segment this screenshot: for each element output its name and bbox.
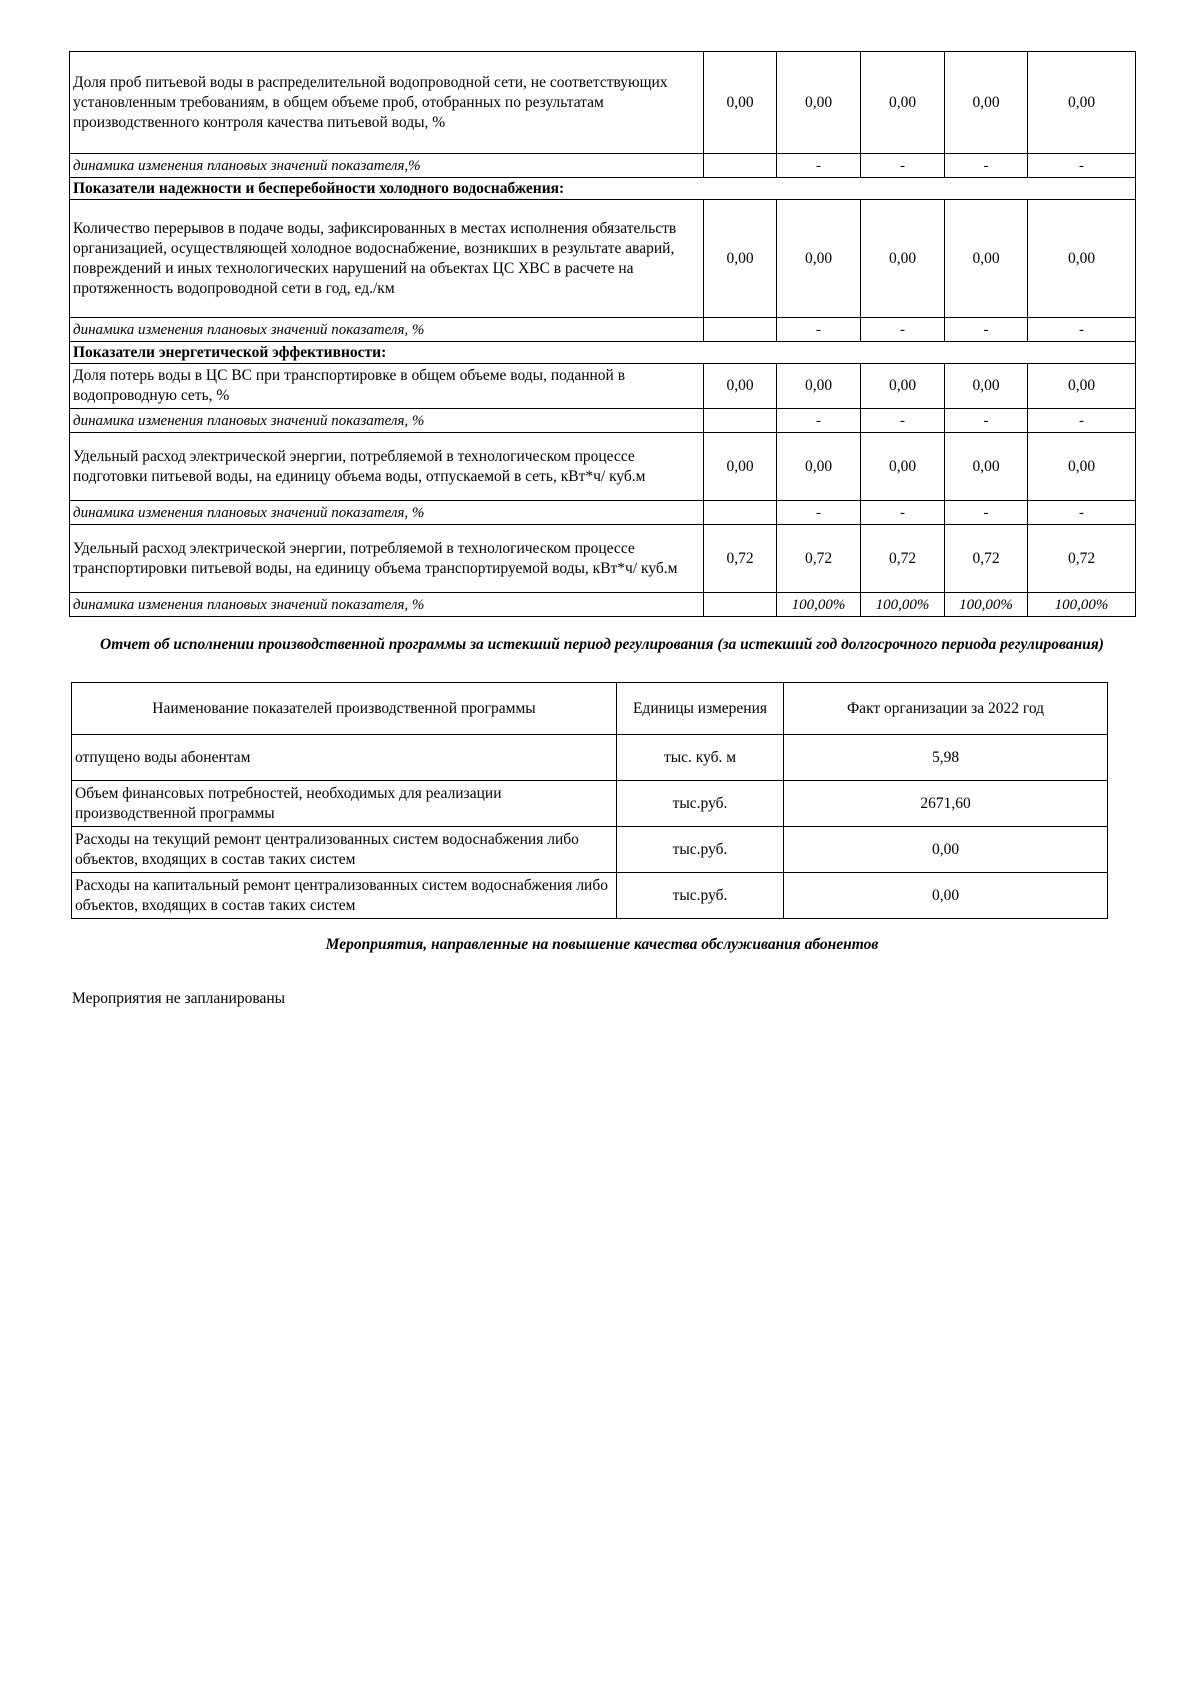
section-heading-energy: Показатели энергетической эффективности: <box>70 342 1136 364</box>
dynamics-value: - <box>777 501 861 525</box>
indicator-value: 0,00 <box>1028 364 1136 409</box>
dynamics-value: - <box>861 501 945 525</box>
column-header: Наименование показателей производственной программы <box>72 683 617 735</box>
report-indicator-name: Расходы на текущий ремонт централизованных систем водоснабжения либо объектов, входящих в состав таких систем <box>72 827 617 873</box>
dynamics-value: 100,00% <box>861 593 945 617</box>
dynamics-value <box>704 409 777 433</box>
dynamics-value: - <box>861 409 945 433</box>
table-row <box>72 781 1108 827</box>
report-title: Отчет об исполнении производственной программы за истекший период регулирования (за истекший год долгосрочного периода регулирования) <box>100 636 1104 653</box>
table-row <box>70 501 1136 525</box>
report-value: 0,00 <box>784 827 1108 873</box>
dynamics-value <box>704 593 777 617</box>
indicator-value: 0,00 <box>704 364 777 409</box>
indicator-value: 0,00 <box>1028 433 1136 501</box>
indicator-value: 0,00 <box>945 52 1028 154</box>
dynamics-label: динамика изменения плановых значений показателя, % <box>70 318 704 342</box>
indicator-value: 0,00 <box>861 433 945 501</box>
report-indicator-name: Объем финансовых потребностей, необходимых для реализации производственной программы <box>72 781 617 827</box>
report-value: 0,00 <box>784 873 1108 919</box>
dynamics-value: 100,00% <box>1028 593 1136 617</box>
indicator-name: Доля потерь воды в ЦС ВС при транспортировке в общем объеме воды, поданной в водопроводную сеть, % <box>70 364 704 409</box>
indicator-value: 0,00 <box>945 364 1028 409</box>
dynamics-value: - <box>861 154 945 178</box>
indicator-value: 0,00 <box>861 364 945 409</box>
table-row <box>70 525 1136 593</box>
indicator-value: 0,00 <box>945 200 1028 318</box>
indicator-value: 0,00 <box>1028 52 1136 154</box>
indicator-value: 0,00 <box>777 52 861 154</box>
indicator-value: 0,72 <box>945 525 1028 593</box>
indicator-name: Доля проб питьевой воды в распределительной водопроводной сети, не соответствующих установленным требованиям, в общем объеме проб, отобранных по результатам производственного контроля качества питьевой воды, % <box>70 52 704 154</box>
dynamics-value: - <box>945 501 1028 525</box>
column-header: Единицы измерения <box>617 683 784 735</box>
table-row <box>72 827 1108 873</box>
indicator-value: 0,00 <box>777 433 861 501</box>
dynamics-label: динамика изменения плановых значений показателя, % <box>70 593 704 617</box>
report-value: 5,98 <box>784 735 1108 781</box>
dynamics-value: - <box>861 318 945 342</box>
indicator-value: 0,00 <box>704 433 777 501</box>
dynamics-label: динамика изменения плановых значений показателя, % <box>70 409 704 433</box>
indicator-value: 0,00 <box>861 52 945 154</box>
table-row <box>70 409 1136 433</box>
dynamics-value <box>704 154 777 178</box>
table-row <box>70 593 1136 617</box>
table-row <box>72 873 1108 919</box>
dynamics-label: динамика изменения плановых значений показателя, % <box>70 501 704 525</box>
dynamics-value: 100,00% <box>945 593 1028 617</box>
table-row <box>70 178 1136 200</box>
indicator-value: 0,00 <box>945 433 1028 501</box>
indicator-value: 0,00 <box>777 364 861 409</box>
dynamics-value: - <box>945 409 1028 433</box>
report-table <box>71 682 1108 919</box>
indicators-table <box>69 51 1136 617</box>
dynamics-label: динамика изменения плановых значений показателя,% <box>70 154 704 178</box>
table-row <box>70 318 1136 342</box>
measures-title: Мероприятия, направленные на повышение качества обслуживания абонентов <box>325 936 879 953</box>
indicator-name: Удельный расход электрической энергии, потребляемой в технологическом процессе подготовки питьевой воды, на единицу объема воды, отпускаемой в сеть, кВт*ч/ куб.м <box>70 433 704 501</box>
indicator-value: 0,72 <box>1028 525 1136 593</box>
dynamics-value: - <box>1028 154 1136 178</box>
indicator-value: 0,72 <box>704 525 777 593</box>
dynamics-value: - <box>777 409 861 433</box>
column-header: Факт организации за 2022 год <box>784 683 1108 735</box>
measures-text: Мероприятия не запланированы <box>72 990 286 1007</box>
indicator-value: 0,00 <box>1028 200 1136 318</box>
table-row <box>70 52 1136 154</box>
table-row <box>70 433 1136 501</box>
table-row <box>70 154 1136 178</box>
dynamics-value: - <box>1028 318 1136 342</box>
indicator-value: 0,72 <box>777 525 861 593</box>
table-row <box>72 735 1108 781</box>
dynamics-value: - <box>777 154 861 178</box>
dynamics-value: - <box>945 154 1028 178</box>
indicator-value: 0,00 <box>704 200 777 318</box>
indicator-name: Количество перерывов в подаче воды, зафиксированных в местах исполнения обязательств организацией, осуществляющей холодное водоснабжение, возникших в результате аварий, повреждений и иных технологических нарушений на объектах ЦС ХВС в расчете на протяженность водопроводной сети в год, ед./км <box>70 200 704 318</box>
table-header-row <box>72 683 1108 735</box>
indicator-value: 0,00 <box>704 52 777 154</box>
report-unit: тыс.руб. <box>617 781 784 827</box>
dynamics-value <box>704 318 777 342</box>
table-row <box>70 200 1136 318</box>
table-row <box>70 364 1136 409</box>
report-value: 2671,60 <box>784 781 1108 827</box>
report-unit: тыс.руб. <box>617 827 784 873</box>
dynamics-value: - <box>777 318 861 342</box>
indicator-value: 0,00 <box>861 200 945 318</box>
section-heading-reliability: Показатели надежности и бесперебойности холодного водоснабжения: <box>70 178 1136 200</box>
report-indicator-name: Расходы на капитальный ремонт централизованных систем водоснабжения либо объектов, входящих в состав таких систем <box>72 873 617 919</box>
indicator-value: 0,72 <box>861 525 945 593</box>
report-indicator-name: отпущено воды абонентам <box>72 735 617 781</box>
indicator-name: Удельный расход электрической энергии, потребляемой в технологическом процессе транспортировки питьевой воды, на единицу объема транспортируемой воды, кВт*ч/ куб.м <box>70 525 704 593</box>
indicator-value: 0,00 <box>777 200 861 318</box>
report-unit: тыс.руб. <box>617 873 784 919</box>
report-unit: тыс. куб. м <box>617 735 784 781</box>
dynamics-value: - <box>1028 501 1136 525</box>
table-row <box>70 342 1136 364</box>
dynamics-value: 100,00% <box>777 593 861 617</box>
dynamics-value <box>704 501 777 525</box>
dynamics-value: - <box>1028 409 1136 433</box>
dynamics-value: - <box>945 318 1028 342</box>
